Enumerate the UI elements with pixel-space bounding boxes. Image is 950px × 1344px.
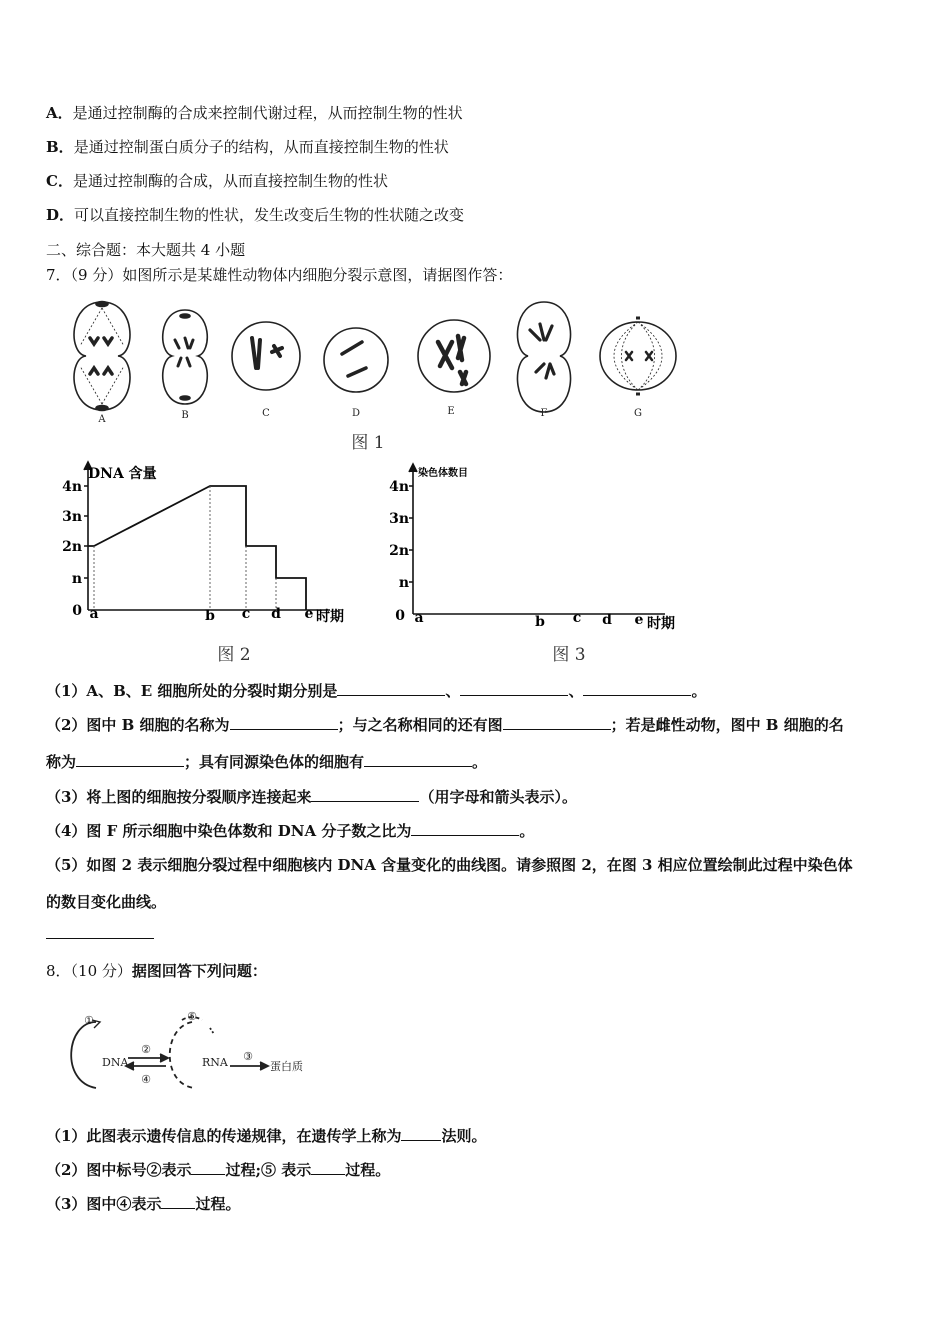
q7-stem: 7．（9 分）如图所示是某雄性动物体内细胞分裂示意图，请据图作答：	[46, 266, 513, 284]
answer-blank[interactable]	[191, 1160, 225, 1175]
fig2-xlabel: 时期	[316, 609, 344, 625]
answer-blank[interactable]	[311, 787, 419, 802]
figure-2-dna-graph	[60, 458, 360, 668]
fig2-xtick-c: c	[241, 606, 251, 622]
fig2-xtick-b: b	[205, 608, 215, 624]
fig2-ytick-4n: 4n	[62, 479, 82, 495]
figure-1-caption: 图 1	[351, 433, 385, 453]
fig3-xtick-d: d	[602, 612, 612, 628]
fig3-ytick-3n: 3n	[389, 511, 409, 527]
answer-blank[interactable]	[230, 715, 338, 730]
cell-label-b: B	[181, 410, 189, 421]
cell-label-g: G	[634, 408, 642, 419]
fig3-ytick-n: n	[398, 575, 409, 591]
fig2-ytick-n: n	[71, 571, 82, 587]
answer-blank[interactable]	[46, 938, 154, 939]
fig2-xtick-d: d	[271, 606, 281, 622]
q7-sub1: （1）A、B、E 细胞所处的分裂时期分别是 、 、 。	[46, 682, 707, 700]
answer-blank[interactable]	[401, 1126, 441, 1141]
answer-blank[interactable]	[364, 752, 472, 767]
q8-stem: 8．（10 分）据图回答下列问题：	[46, 962, 267, 980]
option-b: B．是通过控制蛋白质分子的结构，从而直接控制生物的性状	[46, 138, 449, 156]
fig2-ylabel: DNA 含量	[88, 466, 157, 482]
q8-sub1: （1）此图表示遗传信息的传递规律，在遗传学上称为 法则。	[46, 1127, 487, 1145]
fig3-xlabel: 时期	[647, 616, 675, 632]
answer-blank[interactable]	[503, 715, 611, 730]
q7-sub5-line1: （5）如图 2 表示细胞分裂过程中细胞核内 DNA 含量变化的曲线图。请参照图 2，在图 3 相应位置绘制此过程中染色体	[46, 856, 853, 874]
fig2-ytick-0: 0	[72, 603, 82, 619]
answer-blank[interactable]	[311, 1160, 345, 1175]
q7-sub2-line2: 称为 ；具有同源染色体的细胞有 。	[46, 753, 488, 771]
cell-label-d: D	[351, 408, 361, 419]
fig3-ytick-2n: 2n	[389, 543, 409, 559]
fig3-xtick-b: b	[535, 614, 545, 630]
answer-blank[interactable]	[337, 681, 445, 696]
answer-blank[interactable]	[583, 681, 691, 696]
figure-2-caption: 图 2	[217, 645, 251, 665]
central-dogma-diagram	[62, 1008, 322, 1098]
dna-label: DNA	[102, 1056, 129, 1069]
option-c: C．是通过控制酶的合成，从而直接控制生物的性状	[46, 172, 388, 190]
answer-blank[interactable]	[161, 1194, 195, 1209]
option-d: D．可以直接控制生物的性状，发生改变后生物的性状随之改变	[46, 206, 465, 224]
q7-sub4: （4）图 F 所示细胞中染色体数和 DNA 分子数之比为 。	[46, 822, 535, 840]
fig2-ytick-2n: 2n	[62, 539, 82, 555]
cell-label-a: A	[98, 414, 106, 425]
cell-label-e: E	[447, 406, 455, 417]
protein-label: 蛋白质	[270, 1060, 303, 1073]
cell-label-c: C	[262, 408, 270, 419]
marker-3: ③	[243, 1050, 253, 1063]
fig3-xtick-a: a	[414, 610, 424, 626]
fig3-xtick-c: c	[572, 610, 582, 626]
marker-2: ②	[141, 1043, 151, 1056]
cell-label-f: F	[540, 408, 548, 419]
q8-sub3: （3）图中④表示 过程。	[46, 1195, 241, 1213]
fig3-xtick-e: e	[634, 612, 644, 628]
rna-label: RNA	[202, 1056, 228, 1069]
fig2-xtick-a: a	[89, 606, 99, 622]
figure-1-cells	[60, 294, 700, 454]
figure-3-chromosome-graph	[385, 458, 695, 668]
fig2-ytick-3n: 3n	[62, 509, 82, 525]
marker-4: ④	[141, 1073, 151, 1086]
fig2-xtick-e: e	[304, 606, 314, 622]
fig3-ytick-0: 0	[395, 608, 405, 624]
option-a: A．是通过控制酶的合成来控制代谢过程，从而控制生物的性状	[46, 104, 463, 122]
q7-sub5-line2: 的数目变化曲线。	[46, 893, 167, 911]
q7-sub3: （3）将上图的细胞按分裂顺序连接起来 （用字母和箭头表示）。	[46, 788, 577, 806]
fig3-ylabel: 染色体数目	[418, 468, 468, 479]
q7-sub2-line1: （2）图中 B 细胞的名称为 ；与之名称相同的还有图 ；若是雌性动物，图中 B 细胞的名	[46, 716, 844, 734]
section-title: 二、综合题：本大题共 4 小题	[46, 241, 246, 259]
marker-5: ⑤	[187, 1010, 197, 1023]
q8-sub2: （2）图中标号②表示 过程;⑤ 表示 过程。	[46, 1161, 391, 1179]
answer-blank[interactable]	[76, 752, 184, 767]
answer-blank[interactable]	[411, 821, 519, 836]
figure-3-caption: 图 3	[552, 645, 586, 665]
marker-1: ①	[84, 1014, 94, 1027]
fig3-ytick-4n: 4n	[389, 479, 409, 495]
answer-blank[interactable]	[460, 681, 568, 696]
